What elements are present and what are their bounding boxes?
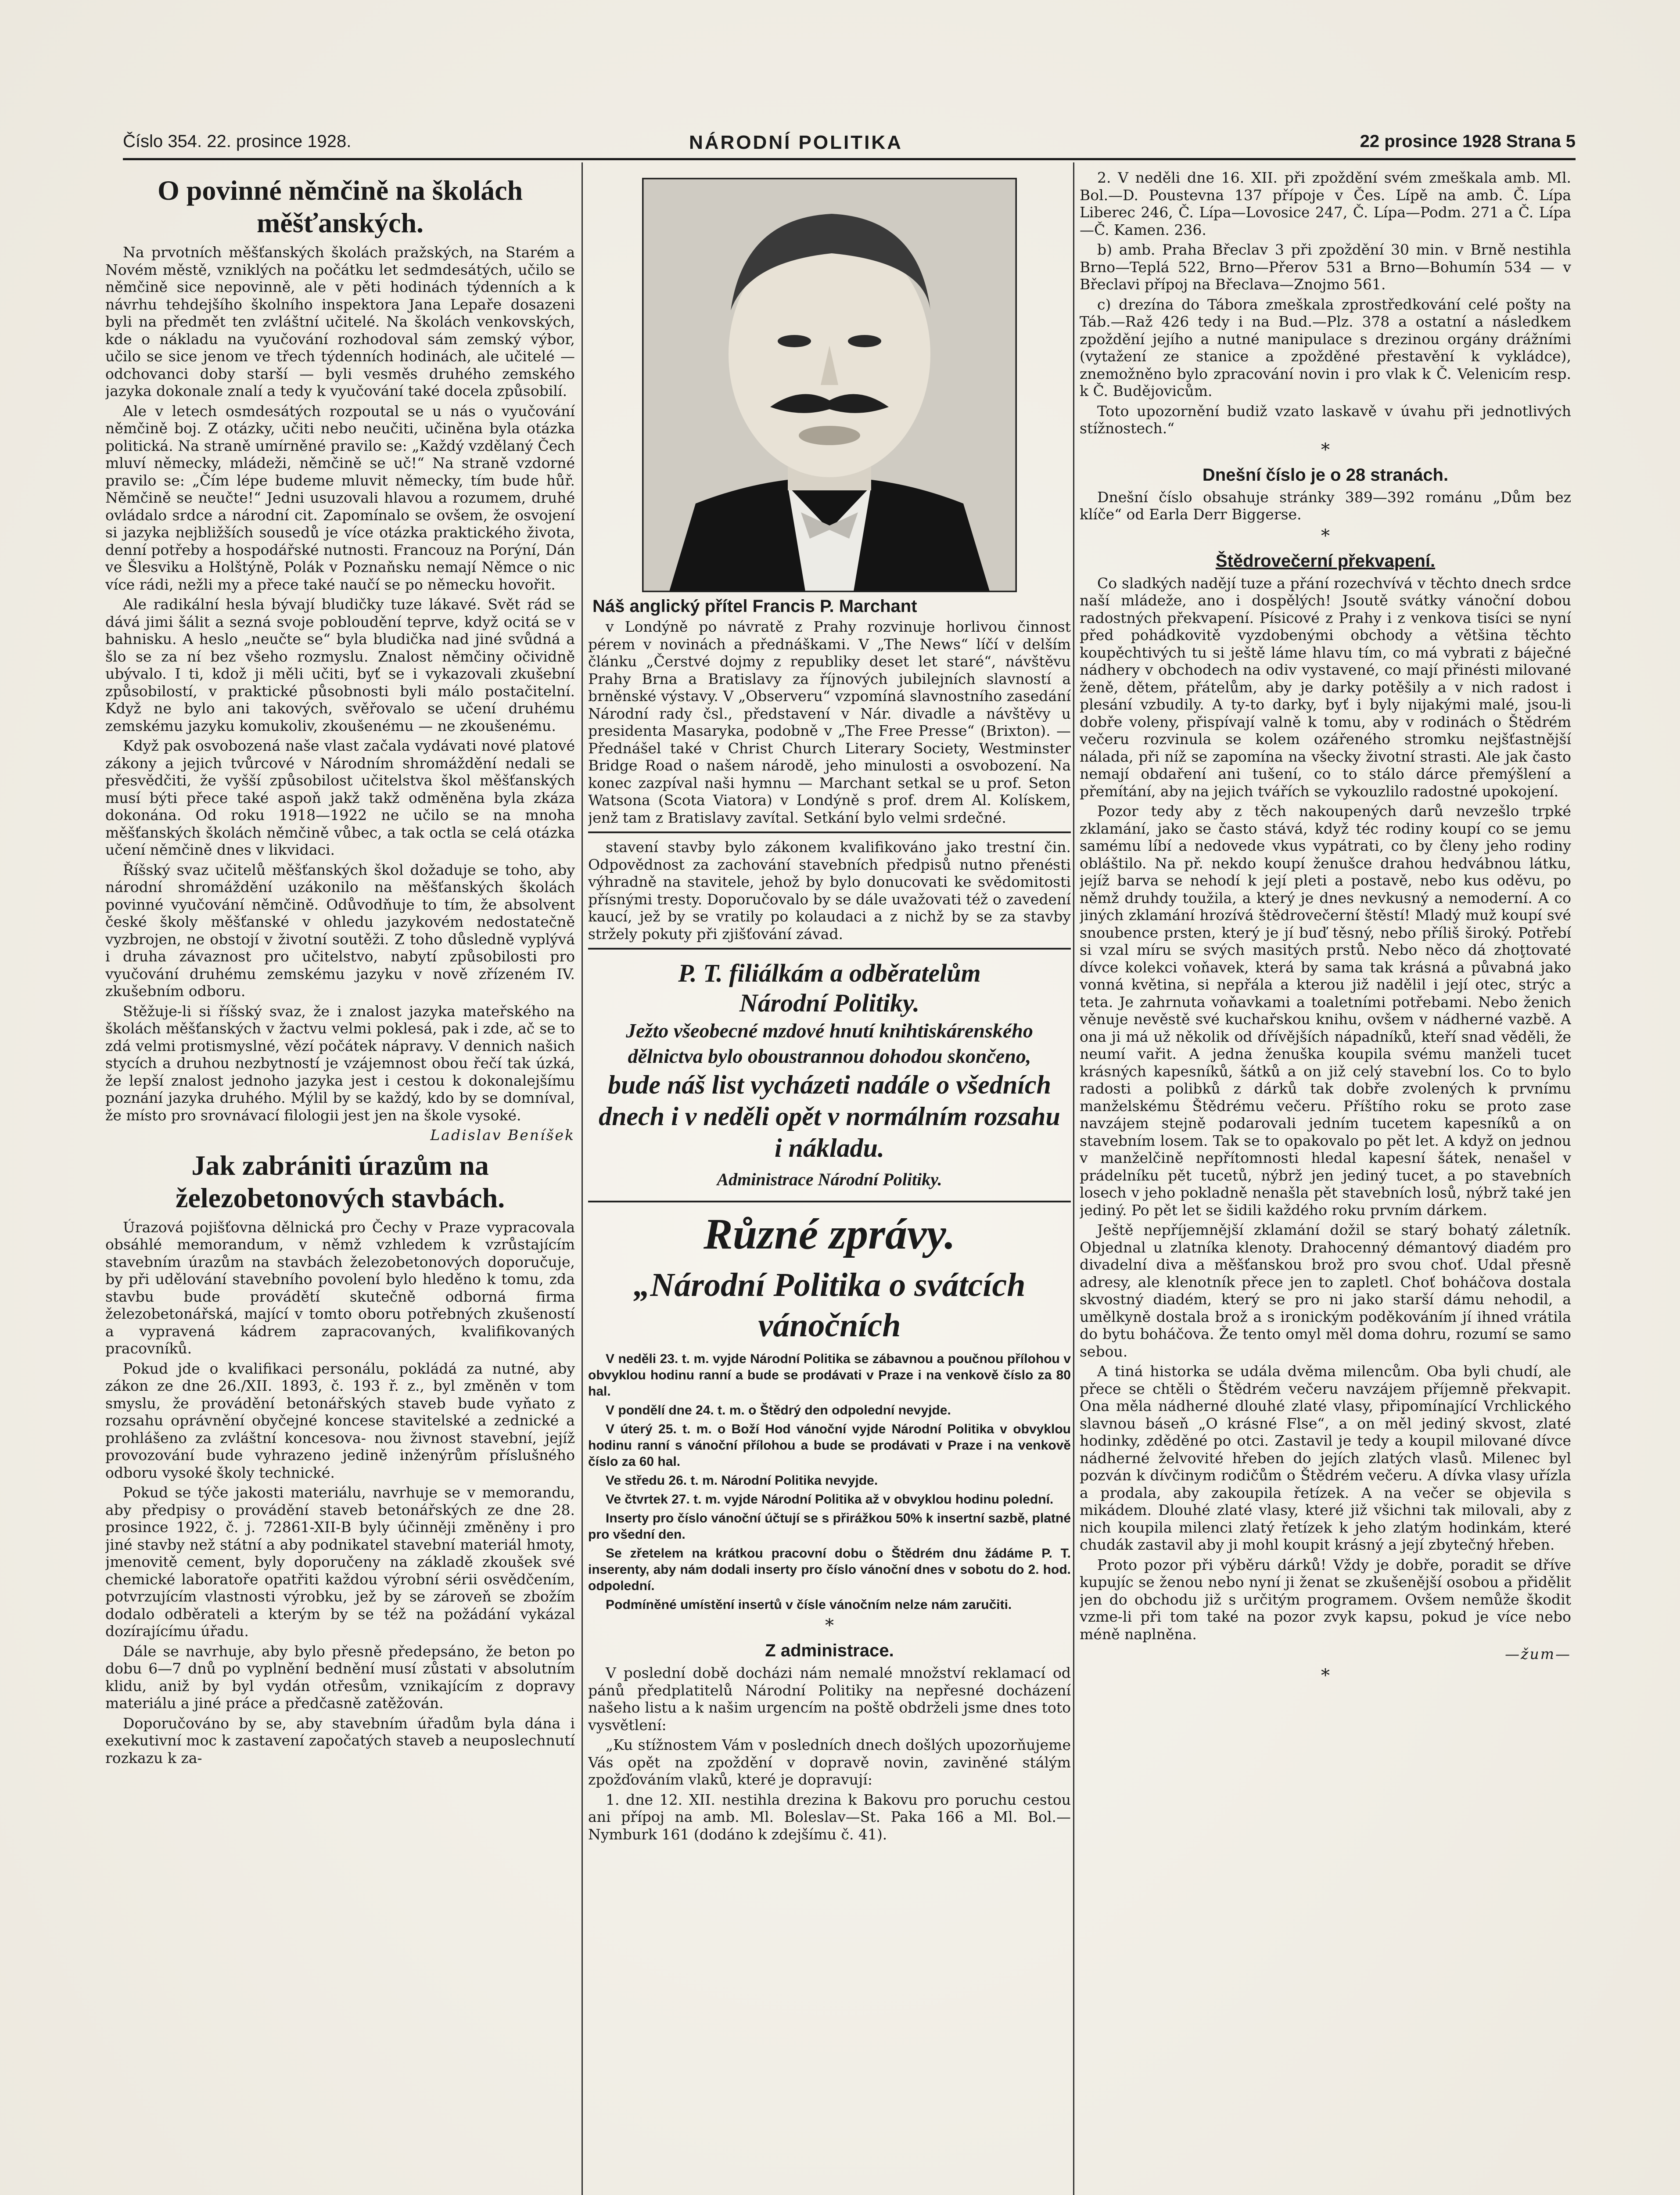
train-paragraph: Toto upozornění budiž vzato laskavě v úvahu při jednotlivých stížnostech.“: [1080, 402, 1571, 437]
newspaper-title: NÁRODNÍ POLITIKA: [689, 132, 903, 153]
article-headline: Jak zabrániti úrazům na železobetonových stavbách.: [175, 1149, 505, 1213]
xmas-paragraph: Pozor tedy aby z těch nakoupených darů nevzešlo trpké zklamání, jako se často stává, když téc rodiny koupí co se jemu samému líbí a nedovede vkus vypátrati, co by členy jeho rodiny obláštilo. Na př. nekdo koupí ženušce drahou hedvábnou látku, jejíž barva se nehodí k její pleti a postavě, nebo kus oděvu, po němž druhdy toužila, a který je dnes nevkusný a nemoderní. A co jiných zklamání hrozívá štědrovečerní štěstí! Mladý muž koupí své snoubence prsten, který je jí buď těsný, nebo příliš široký. Potřebí si vzal míru se svých masitých prstů. Nebo něco dá zhoţtovaté dívce kolekci voňavek, která by sama tak krásná a půvabná jako vonná květina, si nepřála a kterou již nadělil i její otec, strýc a teta. Je zahrnuta voňavkami a toaletními potřebami. Nebo ženich věnuje nevěstě své kuchařskou knihu, ovšem v nádherné vazbě. A ona ji má už několik od dřívějších nápadníků, kteří snad věděli, že neumí vařit. A jedna ženuška koupila svému manželi tucet krásných kapesníků, šátků a on již celý stavební los. Co to bylo radosti a polibků z dárků tak dobře zvolených k prvnímu manželskému Štědrému večeru. Příštího roku se proto zase navzájem stejně podarovali jedním tucetem kapesníků a on stavebním losem. Tak se to opakovalo po pět let. A když on jednou v manželčině nepřítomnosti hledal kapesní šátek, nenašel v prádelníku pět tucetů, nýbrž jen jediný tucet, a po stavebních losech v jeho pokladně nenašla pět stavebních losů, nýbrž také jen jediný. Po pět let se šidili každého roku prvním dárkem.: [1080, 802, 1571, 1219]
issue-line: Číslo 354. 22. prosince 1928.: [123, 132, 352, 151]
article-paragraph: Ale v letech osmdesátých rozpoutal se u nás o vyučování němčině boj. Z otázky, učiti nebo neučiti, učiněna byla otázka politická. Na straně umírněné pravilo se: „Každý vzdělaný Čech mluví německy, mládeži, němčině se uč!“ Na straně vzdorné pravilo se: „Čím lépe budeme mluvit německy, tím bude hůř. Němčině se neučte!“ Jedni usuzovali hlavou a rozumem, druhé ovládalo srdce a národní cit. Zapomínalo se ovšem, že osvojení si jazyka nejbližších sousedů je více otázka praktického života, denní potřeby a hospodářské nutnosti. Francouz na Porýní, Dán ve Šlesviku a Holštýně, Polák v Poznaňsku nemají Němce o nic více rádi, nežli my a přece také naučí se po německu hovořit.: [105, 402, 575, 593]
article-paragraph: Úrazová pojišťovna dělnická pro Čechy v Praze vypracovala obsáhlé memorandum, v němž vzhledem k vzrůstajícím stavebním úrazům na stavbách železobetonových doporučuje, by při udělování stavebního povolení bylo hleděno k tomu, zda stavbu bude provádětí skutečně odborná firma železobetonářská, mající v tomto oboru potřebných zkušeností a vypravená kádrem zapracovaných, kvalifikovaných pracovníků.: [105, 1218, 575, 1357]
portrait-photo: [642, 178, 1017, 592]
today-text: Dnešní číslo obsahuje stránky 389—392 románu „Dům bez klíče“ od Earla Derr Biggerse.: [1080, 488, 1571, 523]
column-separator: [1073, 162, 1074, 2195]
column-2: [588, 169, 1071, 2195]
schedule-item: V úterý 25. t. m. o Boží Hod vánoční vyjde Národní Politika v obvyklou hodinu ranní s vánoční přílohou a bude se prodávati v Praze i na venkově číslo za 60 hal.: [588, 1422, 1071, 1469]
article-headline: O povinné němčině na školách měšťanských.: [157, 175, 523, 238]
page-label: 22 prosince 1928 Strana 5: [1360, 132, 1576, 151]
admin-paragraph: V poslední době docházi nám nemalé množství reklamací od pánů předplatitelů Národní Politiky na nepřesné docházení našeho listu a k našim urgencím na poště obdrželi jsme dnes toto vysvětlení:: [588, 1664, 1071, 1734]
article-paragraph: Říšský svaz učitelů měšťanských škol dožaduje se toho, aby národní shromáždění uzákonilo na měšťanských školách povinné vyučování němčině. Odůvodňuje to tím, že absolvent české školy měšťanské v ohledu jazykovém nedostatečně vyzbrojen, ne obstojí v životní soutěži. Z toho důsledně vyplývá i druha závaznost pro učitelstvo, nabytí způsobilosti pro vyučování druhému zemskému jazyku v nově zřízeném IV. zkušebním odboru.: [105, 861, 575, 1000]
train-paragraph: 2. V neděli dne 16. XII. při zpoždění svém zmeškala amb. Ml. Bol.—D. Poustevna 137 přípoje v Čes. Lípě na amb. Č. Lípa Liberec 246, Č. Lípa—Lovosice 247, Č. Lípa—Podm. 271 a Č. Lípa—Č. Kamen. 236.: [1080, 169, 1571, 238]
today-head: Dnešní číslo je o 28 stranách.: [1202, 465, 1449, 485]
separator-star: *: [1321, 525, 1330, 546]
train-paragraph: c) drezína do Tábora zmeškala zprostředkování celé pošty na Táb.—Raž 426 tedy i na Bud.—Plz. 378 a ostatní a následkem zpoždění jejího a nutné manipulace s drezinou orgány drážními (vytažení ze stanice a zpožděné přestavění k vykládce), znemožněno bylo zpracování novin i pro vlak k Č. Velenicím resp. k Č. Budějovicům.: [1080, 295, 1571, 399]
notice-line: Národní Politiky.: [739, 989, 920, 1017]
xmas-head: Štědrovečerní překvapení.: [1215, 551, 1436, 571]
separator-star: *: [1321, 439, 1330, 460]
schedule-item: V pondělí dne 24. t. m. o Štědrý den odpolední nevyjde.: [606, 1403, 951, 1418]
column-3: [1080, 169, 1571, 2195]
article-paragraph: Na prvotních měšťanských školách pražských, na Starém a Novém městě, vzniklých na počátku let sedmdesátých, učilo se němčině sice nepovinně, ale v pěti hodinách týdenních a k návrhu tehdejšího školního inspektora Jana Lepaře dosazeni byli na předmět ten zvláštní učitelé. Na školách venkovských, kde o nákladu na vyučování rozhodoval sám zemský výbor, učilo se sice jenom ve třech týdenních hodinách, ale učitelé — odchovanci doby starší — byli vesměs druhého zemského jazyka dokonale znalí a tedy k vyučování také docela způsobilí.: [105, 244, 575, 399]
separator-star: *: [825, 1616, 834, 1636]
article-paragraph: Ale radikální hesla bývají bludičky tuze lákavé. Svět rád se dává jimi šálit a sezná svoje pobloudění teprve, když ocitá se v bahnisku. A heslo „neučte se“ byla bludička nad jiné svůdná a šlo se za ní bez všeho rozmyslu. Znalost němčiny očividně ubývalo. I ti, kdož ji měli učiti, byť se i vykazovali zkušební způsobilostí, v praktické působnosti byli málo postačitelní. Když ne bylo ani takových, svěřovalo se učení druhému zemskému jazyku komukoliv, zkoušenému — ne zkoušenému.: [105, 596, 575, 734]
article-signature: —žum—: [1505, 1645, 1571, 1662]
section-rule: [588, 831, 1071, 833]
article-paragraph: Dále se navrhuje, aby bylo přesně předepsáno, že beton po dobu 6—7 dnů po vyplnění bednění musí zůstati v absolutním klidu, aniž by byl vydán otřesům, vznikajícím z dopravy materiálu a jiné práce a předčasně zatěžován.: [105, 1642, 575, 1712]
schedule-item: Se zřetelem na krátkou pracovní dobu o Štědrém dnu žádáme P. T. inserenty, aby nám dodali inserty pro číslo vánoční dnes v sobotu do 2. hod. odpolední.: [588, 1546, 1071, 1593]
section-rule: [588, 1201, 1071, 1202]
photo-caption: v Londýně po návratě z Prahy rozvinuje horlivou činnost pérem v novinách a přednáškami. V „The News“ líčí v delším článku „Čerstvé dojmy z republiky deset let staré“, návštěvu Prahy Brna a Bratislavy za říjnových jubilejních slavností a brněnské výstavy. V „Observeru“ vzpomíná slavnostního zasedání Národní rady čsl., představení v Nár. divadle a návštěvy u presidenta Masaryka, podobně v „The Free Presse“ (Brixton). — Přednášel také v Christ Church Literary Society, Westminster Bridge Road o našem národě, jeho minulosti a osvobození. Na konec zazpíval naši hymnu — Marchant setkal se u prof. Seton Watsona (Scota Viatora) v Londýně s prof. drem Al. Kolískem, jenž tam z Bratislavy zavítal. Setkání bylo velmi srdečné.: [588, 618, 1071, 826]
admin-paragraph: „Ku stížnostem Vám v posledních dnech došlých upozorňujeme Vás opět na zpoždění v dopravě novin, zaviněné stálým zpožďováním vlaků, které je dopravují:: [588, 1736, 1071, 1788]
column-separator: [582, 162, 583, 2195]
admin-paragraph: 1. dne 12. XII. nestihla drezina k Bakovu pro poruchu cestou ani přípoj na amb. Ml. Boleslav—St. Paka 166 a Ml. Bol.—Nymburk 161 (dodáno k zdejšímu č. 41).: [588, 1791, 1071, 1843]
schedule-item: Podmíněné umístění insertů v čísle vánočním nelze nám zaručiti.: [606, 1598, 1012, 1612]
separator-star: *: [1321, 1665, 1330, 1686]
notice-line: P. T. filiálkám a odběratelům: [678, 959, 981, 987]
article-paragraph: Pokud se týče jakosti materiálu, navrhuje se v memorandu, aby předpisy o provádění staveb betonářských ze dne 28. prosince 1922, č. j. 72861-XII-B byly účinněji změněny i pro jiné stavby než státní a aby podnikatel stavební materiál hmoty, jmenovitě cement, byly doporučeny na základě zkoušek své chemické laboratoře opatřiti každou výrobní sérii osvědčením, potvrzujícím vlastnosti výrobku, jež by se zároveň se zbožím dodalo odběrateli a kterým by se též na požádání vykázal dozírajícímu úřadu.: [105, 1484, 575, 1640]
schedule-item: Ve čtvrtek 27. t. m. vyjde Národní Politika až v obvyklou hodinu polední.: [606, 1492, 1054, 1507]
article-paragraph: Stěžuje-li si říšský svaz, že i znalost jazyka mateřského na školách měšťanských v žactvu velmi poklesá, pak i zde, ač se to zdá velmi protismyslné, vězí počátek nápravy. V dennich našich stycích a druhou nezbytností je vzájemnost obou řečí tak úzká, že lepší znalost jednoho jazyka jest i cestou k dokonalejšímu poznání jazyka druhého. Mýlil by se každý, kdo by se domníval, že místo pro srovnávací filologii jest jen na škole vysoké.: [105, 1002, 575, 1124]
admin-head: Z administrace.: [765, 1641, 894, 1660]
holiday-schedule: [588, 1351, 1071, 1613]
article-author: Ladislav Beníšek: [430, 1126, 575, 1144]
xmas-paragraph: Proto pozor při výběru dárků! Vždy je dobře, poradit se dříve kupujíc se ženou nebo nyní ji ženat se zkušenější osobou a přidělit jen do obchodu již s určitým programem. Ovšem nemůže škodit vzme-li při tom také na pozor zvyk kapsu, pokud je více nebo méně naplněna.: [1080, 1556, 1571, 1643]
schedule-item: V neděli 23. t. m. vyjde Národní Politika se zábavnou a poučnou přílohou v obvyklou hodinu ranní a bude se prodávati v Praze i na venkově číslo za 80 hal.: [588, 1352, 1071, 1399]
column-1: [105, 169, 575, 2195]
portrait-figure: [643, 179, 1016, 591]
notice-signature: Administrace Národní Politiky.: [717, 1169, 942, 1189]
masthead-rule: [123, 158, 1576, 160]
schedule-item: Inserty pro číslo vánoční účtují se s přirážkou 50% k insertní sazbě, platné pro všední den.: [588, 1511, 1071, 1542]
notice-line: bude náš list vycházeti nadále o všedních dnech i v neděli opět v normálním rozsahu i nákladu.: [599, 1070, 1060, 1162]
xmas-paragraph: Ještě nepříjemnější zklamání dožil se starý bohatý záletník. Objednal u zlatníka klenoty. Drahocenný démantový diadém pro divadelní diva a měšťanskou brož pro svou choť. Udal přesně adresy, ale klenotník přece jen to zapletl. Choť boháčova dostala skvostný diadém, který se pro ni jako starší dámu nehodil, a umělkyně dostala brož a s ironickým poděkováním jí ihned vrátila do bytu boháčova. Že tento omyl měl doma dohru, rozumí se samo sebou.: [1080, 1221, 1571, 1360]
train-paragraph: b) amb. Praha Břeclav 3 při zpoždění 30 min. v Brně nestihla Brno—Teplá 522, Brno—Přerov 531 a Brno—Bohumín 534 — v Břeclavi přípoj na Břeclava—Znojmo 561.: [1080, 241, 1571, 293]
article-continuation: stavení stavby bylo zákonem kvalifikováno jako trestní čin. Odpovědnost za zachování stavebních předpisů nutno přenésti výhradně na stavitele, jehož by bylo donucovati ke svědomitosti přísnými tresty. Doporučovalo by se dále uvažovati též o zavedení kaucí, jež by se vratily po kolaudaci a z nichž by se za stavby stržely pokuty při zjišťování závad.: [588, 838, 1071, 943]
subsection-title: „Národní Politika o svátcích vánočních: [633, 1267, 1026, 1344]
xmas-paragraph: A tiná historka se udála dvěma milencům. Oba byli chudí, ale přece se chtěli o Štědrém večeru navzájem příjemně překvapit. Ona měla nádherné dlouhé zlaté vlasy, připomínající Vrchlického slavnou báseň „O krásné Flse“, a on měl jediný skvost, zlaté hodinky, zděděné po otci. Zastavil je tedy a koupil milované dívce nádherné želvovité hřeben do jejích zlatých vlasů. Milenec byl pozván k dívčinym rodičům o Štědrém večeru. A dívka vlasy uřízla a prodala, aby zakoupila řetízek. A na večer se objevila s mikádem. Dlouhé zlaté vlasy, které již všichni tak milovali, aby z nich koupila milenci zlatý řetízek k jeho zlatým hodinkám, které chudák zastavil aby ji mohl koupit krásný a její zbytečný hřeben.: [1080, 1363, 1571, 1553]
masthead: [123, 132, 1576, 158]
article-paragraph: Když pak osvobozená naše vlast začala vydávati nové platové zákony a jejich tvůrcové v Národním shromáždění nedali se přesvědčiti, že vyšší způsobilost učitelstva škol měšťanských musí býti přece také aspoň jakž takž odměněna byla zkáza dokonána. Od roku 1918—1922 ne učilo se na mnoha měšťanských školách němčině vůbec, a tak octla se celá otázka učení němčině dnes v likvidaci.: [105, 737, 575, 858]
notice-line: Ježto všeobecné mzdové hnutí knihtiskárenského dělnictva bylo oboustrannou dohodou skončeno,: [626, 1019, 1033, 1067]
article-paragraph: Pokud jde o kvalifikaci personálu, pokládá za nutné, aby zákon ze dne 26./XII. 1893, č. 193 ř. z., byl změněn v tom smyslu, že provádění betonářských staveb bude vyňato z rozsahu oprávnění obyčejné koncese stavitelské a zednické a prohlášeno za zvláštní koncesova- nou živnost stavební, jejíž provozování bude vyhrazeno jedině inženýrům příslušného odboru vysoké školy technické.: [105, 1360, 575, 1481]
article-paragraph: Doporučováno by se, aby stavebním úřadům byla dána i exekutivní moc k zastavení započatých staveb a neuposlechnutí rozkazu k za-: [105, 1714, 575, 1767]
section-rule: [588, 948, 1071, 950]
section-title: Různé zprávy.: [703, 1209, 956, 1258]
schedule-item: Ve středu 26. t. m. Národní Politika nevyjde.: [606, 1473, 878, 1488]
xmas-paragraph: Co sladkých nadějí tuze a přání rozechvívá v těchto dnech srdce naší mládeže, ano i dospělých! Jsoutě svátky vánoční dobou radostných překvapení. Písicové z Prahy i z venkova tisíci se nyní před pohádkovitě vyzdobenými obchody a většina těchto koupěchtivých tu si ještě láme hlavu tím, co má vybrati z báječné nádhery v obchodech na odiv vystavené, co mají přinésti milované ženě, dětem, přátelům, aby je darky potěšily a v nich radost i plesání vzbudily. A ty-to darky, byť i byly nijakými malé, jsou-li dobře voleny, přispívají valně k tomu, aby v rodinách o Štědrém večeru rozvinula se kolem ozářeného stromku nejšťastnější nálada, při níž se zapomína na všecky životní strasti. Ale jak často nemají obdaření ani tušení, co to stálo dárce přemýšlení a přemítání, aby na jejich tvářích se vykouzlilo radostné upokojení.: [1080, 574, 1571, 800]
administration-notice: [588, 955, 1071, 1195]
photo-caption-title: Náš anglický přítel Francis P. Marchant: [592, 597, 917, 616]
